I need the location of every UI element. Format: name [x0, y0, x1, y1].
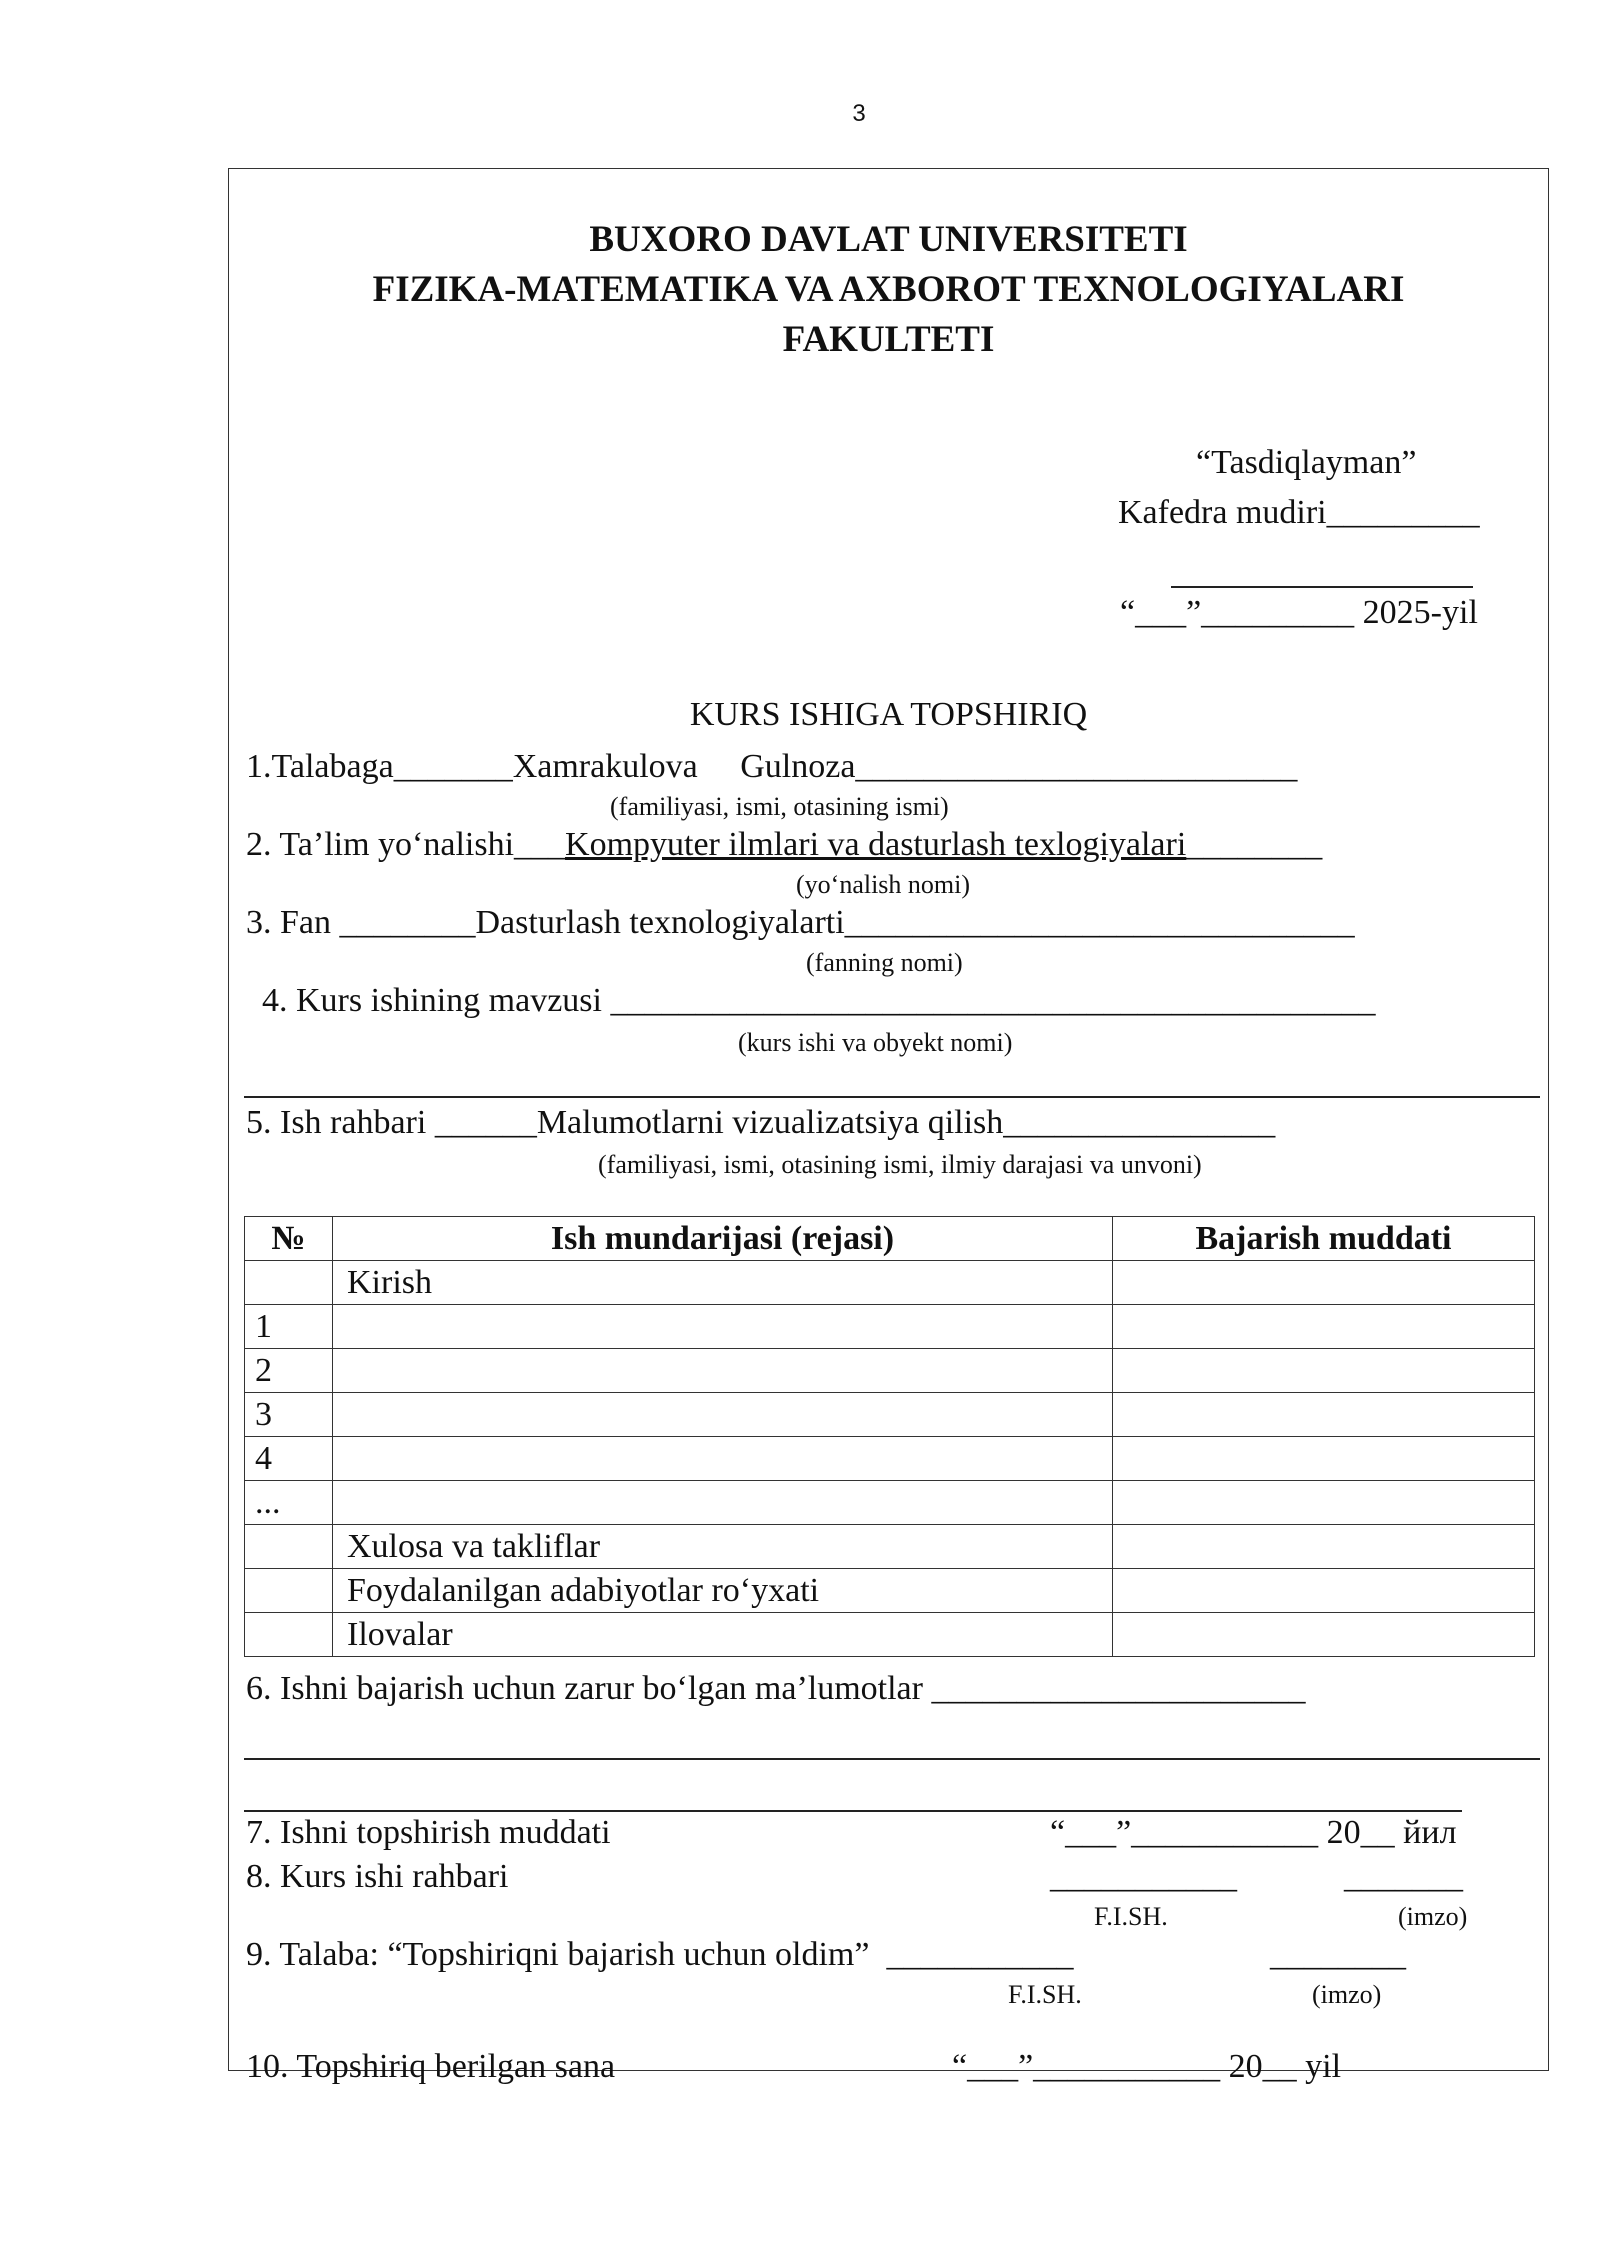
- row-number: [245, 1569, 333, 1613]
- student-signature-line: ________: [1270, 1936, 1406, 1973]
- task-title: KURS ISHIGA TOPSHIRIQ: [689, 696, 1088, 733]
- item-submission-deadline: 7. Ishni topshirish muddati: [246, 1814, 611, 1851]
- row-deadline: [1113, 1613, 1535, 1657]
- item-course-supervisor: 8. Kurs ishi rahbari: [246, 1858, 509, 1895]
- row-content: [333, 1349, 1113, 1393]
- row-number: ...: [245, 1481, 333, 1525]
- department-head: Kafedra mudiri_________: [1118, 494, 1480, 531]
- item-student-caption: (familiyasi, ismi, otasining ismi): [610, 792, 949, 821]
- row-content: Foydalanilgan adabiyotlar ro‘yxati: [333, 1569, 1113, 1613]
- row-number: 4: [245, 1437, 333, 1481]
- item-subject-caption: (fanning nomi): [806, 948, 963, 977]
- table-row: [245, 1261, 1535, 1305]
- supervisor-signature-line: _______: [1344, 1858, 1463, 1895]
- row-deadline: [1113, 1261, 1535, 1305]
- row-deadline: [1113, 1349, 1535, 1393]
- row-number: 3: [245, 1393, 333, 1437]
- row-number: 2: [245, 1349, 333, 1393]
- supervisor-signature-caption: (imzo): [1398, 1902, 1468, 1931]
- column-header-deadline: Bajarish muddati: [1113, 1217, 1535, 1261]
- topic-continuation-line: [244, 1096, 1540, 1098]
- student-signature-caption: (imzo): [1312, 1980, 1382, 2009]
- row-deadline: [1113, 1481, 1535, 1525]
- item-direction-fill: ________: [1186, 826, 1323, 863]
- column-header-number: №: [245, 1217, 333, 1261]
- table-row: [245, 1613, 1535, 1657]
- table-row: [245, 1305, 1535, 1349]
- item-supervisor-caption: (familiyasi, ismi, otasining ismi, ilmiy darajasi va unvoni): [598, 1150, 1202, 1179]
- item-direction-caption: (yo‘nalish nomi): [796, 870, 971, 899]
- approval-signature-line: [1171, 586, 1473, 588]
- row-number: [245, 1525, 333, 1569]
- row-content: Ilovalar: [333, 1613, 1113, 1657]
- approval-date: “___”_________ 2025-yil: [1120, 594, 1478, 631]
- row-content: [333, 1393, 1113, 1437]
- row-content: [333, 1481, 1113, 1525]
- supervisor-name-line: ___________: [1050, 1858, 1237, 1895]
- table-row: [245, 1481, 1535, 1525]
- work-plan-table: [244, 1216, 1535, 1657]
- item-student-acceptance: 9. Talaba: “Topshiriqni bajarish uchun oldim” ___________: [246, 1936, 1074, 1973]
- page-number: 3: [852, 100, 866, 127]
- student-name-caption: F.I.SH.: [1008, 1980, 1082, 2009]
- item-subject: 3. Fan ________Dasturlash texnologiyalarti______________________________: [246, 904, 1355, 941]
- row-content: [333, 1437, 1113, 1481]
- faculty-name-cont: FAKULTETI: [782, 319, 995, 360]
- item-topic: 4. Kurs ishining mavzusi _____________________________________________: [262, 982, 1376, 1019]
- item-issue-date: 10. Topshiriq berilgan sana: [246, 2048, 616, 2085]
- required-data-line-1: [244, 1758, 1540, 1760]
- row-deadline: [1113, 1393, 1535, 1437]
- item-direction-value: Kompyuter ilmlari va dasturlash texlogiyalari: [565, 826, 1187, 863]
- university-name: BUXORO DAVLAT UNIVERSITETI: [589, 219, 1188, 260]
- table-header-row: [245, 1217, 1535, 1261]
- table-row: [245, 1569, 1535, 1613]
- row-deadline: [1113, 1305, 1535, 1349]
- item-supervisor: 5. Ish rahbari ______Malumotlarni vizualizatsiya qilish________________: [246, 1104, 1276, 1141]
- submission-date: “___”___________ 20__ йил: [1050, 1814, 1457, 1851]
- table-row: [245, 1437, 1535, 1481]
- row-number: [245, 1261, 333, 1305]
- issue-date: “___”___________ 20__ yil: [952, 2048, 1342, 2085]
- table-row: [245, 1525, 1535, 1569]
- row-content: Xulosa va takliflar: [333, 1525, 1113, 1569]
- row-content: [333, 1305, 1113, 1349]
- row-deadline: [1113, 1525, 1535, 1569]
- approval-title: “Tasdiqlayman”: [1196, 444, 1417, 481]
- item-student: 1.Talabaga_______Xamrakulova Gulnoza__________________________: [246, 748, 1298, 785]
- supervisor-name-caption: F.I.SH.: [1094, 1902, 1168, 1931]
- item-direction: [246, 826, 1322, 864]
- item-direction-label: 2. Ta’lim yo‘nalishi___: [246, 826, 566, 863]
- row-content: Kirish: [333, 1261, 1113, 1305]
- faculty-name: FIZIKA-MATEMATIKA VA AXBOROT TEXNOLOGIYALARI: [372, 269, 1405, 310]
- row-number: [245, 1613, 333, 1657]
- row-number: 1: [245, 1305, 333, 1349]
- row-deadline: [1113, 1437, 1535, 1481]
- item-topic-caption: (kurs ishi va obyekt nomi): [738, 1028, 1013, 1057]
- row-deadline: [1113, 1569, 1535, 1613]
- item-required-data: 6. Ishni bajarish uchun zarur bo‘lgan ma’lumotlar ______________________: [246, 1670, 1306, 1707]
- table-row: [245, 1349, 1535, 1393]
- required-data-line-2: [244, 1810, 1462, 1812]
- column-header-content: Ish mundarijasi (rejasi): [333, 1217, 1113, 1261]
- table-row: [245, 1393, 1535, 1437]
